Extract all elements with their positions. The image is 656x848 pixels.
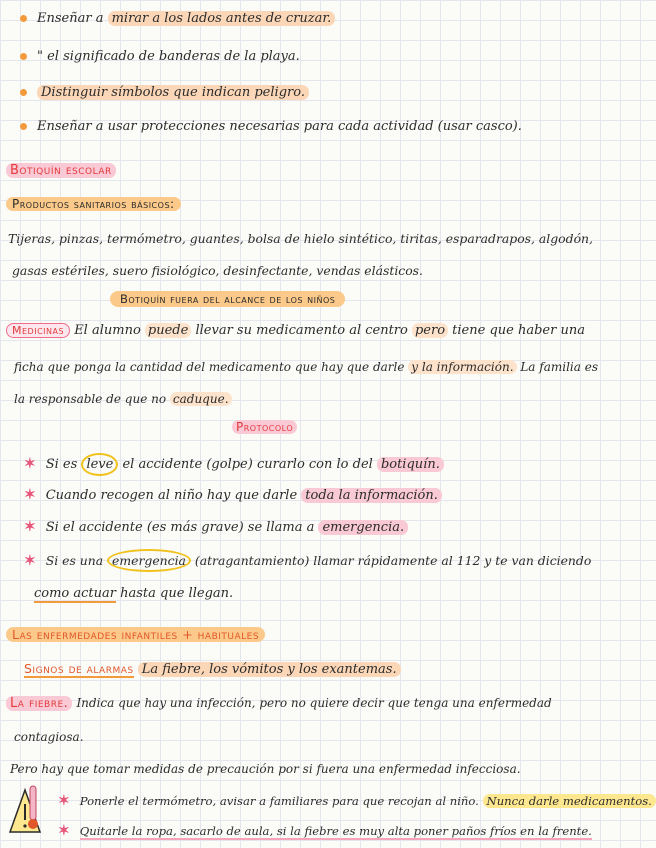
signos-text: La fiebre, los vómitos y los exantemas. [138,662,401,677]
protocolo-title: Protocolo [232,420,297,434]
text-line: gasas estériles, suero fisiológico, desinfectante, vendas elásticos. [12,263,423,278]
text: Si es [45,457,82,472]
signos-label: Signos de alarmas [24,661,134,676]
star-icon: ✶ [24,456,36,472]
text: llevar su medicamento al centro [191,323,412,338]
text-line: Tijeras, pinzas, termómetro, guantes, bolsa de hielo sintético, tiritas, esparadrapos, algodón, [8,231,593,246]
highlight: botiquín. [377,457,444,472]
text: Cuando recogen al niño hay que darle [45,488,302,503]
protocol-item-cont [34,585,600,603]
text: (atragantamiento) llamar rápidamente al 112 y te van diciendo [190,553,592,568]
star-icon: ✶ [24,553,36,569]
signos-line [24,660,600,679]
protocol-item [24,518,600,537]
fiebre-star-1 [58,792,652,810]
medicinas-line-1 [6,322,600,340]
bullet-text: Enseñar a usar protecciones necesarias para cada actividad (usar casco). [37,119,522,134]
botiquin-subtitle: Productos sanitarios básicos: [6,197,181,211]
bullet-text: " el significado de banderas de la playa. [37,49,300,64]
highlight: puede [145,323,191,338]
highlight: y la información. [408,360,516,374]
protocol-item [24,486,600,505]
star-icon: ✶ [58,823,70,839]
text: ficha que ponga la cantidad del medicamento que hay que darle [14,360,409,374]
medicinas-label: Medicinas [6,323,70,338]
protocol-item [24,455,600,474]
protocol-item [24,552,600,570]
text: Ponerle el termómetro, avisar a familiares para que recojan al niño. [79,794,483,808]
bullet-text: Distinguir símbolos que indican peligro. [37,85,309,100]
text: Indica que hay una infección, pero no quiere decir que tenga una enfermedad [76,696,552,710]
warning-thermometer-icon [8,784,42,836]
star-icon: ✶ [58,793,70,809]
highlight: emergencia. [318,520,408,535]
bullet-item [20,10,600,28]
bullet-dot-icon [20,15,27,22]
highlight: Nunca darle medicamentos. [483,794,656,808]
subsection-title [6,195,600,214]
circled-word: leve [81,453,118,476]
banner [110,290,600,309]
highlight: pero [412,323,448,338]
circled-word: emergencia [107,549,191,572]
fiebre-star-2 [58,822,600,840]
bullet-dot-icon [20,89,27,96]
underlined-text: como actuar [34,586,116,601]
text: Si es una [45,553,108,568]
text: La familia es [516,360,598,374]
section-title [6,626,600,645]
text: hasta que llegan. [116,586,234,601]
bullet-item [20,48,600,66]
medicinas-line-3 [14,390,600,408]
bullet-item [20,118,600,136]
star-icon: ✶ [24,519,36,535]
botiquin-title: Botiquín escolar [6,163,116,178]
highlight: toda la información. [301,488,442,503]
bullet-dot-icon [20,123,27,130]
text: El alumno [74,323,145,338]
section-title [6,162,600,180]
bullet-text: Enseñar a [37,11,108,26]
fiebre-label: La fiebre. [6,696,72,711]
bullet-dot-icon [20,53,27,60]
bullet-highlight: mirar a los lados antes de cruzar. [108,11,336,26]
medicinas-line-2 [14,358,600,376]
fiebre-line-1 [6,694,600,713]
botiquin-banner: Botiquín fuera del alcance de los niños [110,291,345,307]
text-line: contagiosa. [14,730,84,744]
text: la responsable de que no [14,392,170,406]
star-icon: ✶ [24,487,36,503]
text: Si el accidente (es más grave) se llama a [45,520,319,535]
text: tiene que haber una [448,323,585,338]
highlight: caduque. [170,392,232,406]
text: Quitarle la ropa, sacarlo de aula, si la fiebre es muy alta poner paños fríos en la frente. [79,824,592,838]
enfermedades-title: Las enfermedades infantiles + habituales [6,627,265,642]
text-line: Pero hay que tomar medidas de precaución por si fuera una enfermedad infecciosa. [10,762,521,776]
bullet-item [20,84,600,102]
section-title [232,418,600,437]
text: el accidente (golpe) curarlo con lo del [118,457,377,472]
